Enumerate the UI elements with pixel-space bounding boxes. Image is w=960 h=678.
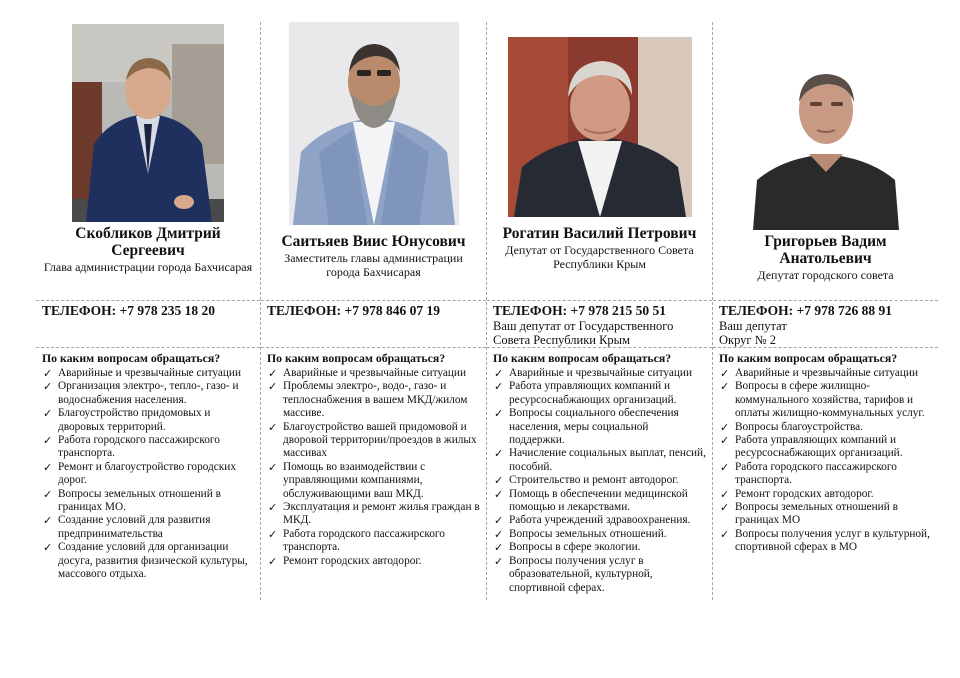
list-item-text: Вопросы в сфере экологии. <box>509 541 641 554</box>
questions-list <box>267 367 480 568</box>
person-role: Заместитель главы администрации города Бахчисарая <box>284 251 463 279</box>
phone-note: Ваш депутат Округ № 2 <box>719 319 787 347</box>
check-icon: ✓ <box>43 514 53 528</box>
list-item <box>493 367 706 380</box>
check-icon: ✓ <box>494 474 504 488</box>
phone-number: ТЕЛЕФОН: +7 978 235 18 20 <box>42 303 215 318</box>
list-item <box>42 367 254 380</box>
person-name: Саитьяев Виис Юнусович <box>281 233 466 250</box>
phone-section <box>261 300 486 348</box>
person-name: Рогатин Василий Петрович <box>502 225 697 242</box>
check-icon: ✓ <box>43 541 53 555</box>
check-icon: ✓ <box>494 541 504 555</box>
person-role: Депутат городского совета <box>757 268 894 282</box>
photo-area <box>267 22 480 225</box>
list-item <box>267 501 480 528</box>
list-item-text: Организация электро-, тепло-, газо- и водоснабжения населения. <box>58 380 239 406</box>
list-item-text: Вопросы земельных отношений. <box>509 527 667 540</box>
photo-area <box>42 22 254 225</box>
list-item-text: Аварийные и чрезвычайные ситуации <box>58 367 242 379</box>
check-icon: ✓ <box>494 367 504 380</box>
list-item <box>719 421 932 434</box>
list-item <box>493 541 706 554</box>
list-item-text: Работа городского пассажирского транспорта. <box>58 434 220 460</box>
photo-area <box>719 22 932 225</box>
check-icon: ✓ <box>268 554 278 568</box>
list-item <box>493 555 706 595</box>
list-item <box>267 461 480 501</box>
person-role: Глава администрации города Бахчисарая <box>43 260 253 274</box>
list-item-text: Благоустройство придомовых и дворовых территорий. <box>58 407 211 433</box>
list-item <box>493 474 706 487</box>
check-icon: ✓ <box>720 380 730 394</box>
phone-section <box>487 300 712 348</box>
list-item <box>719 461 932 488</box>
list-item <box>42 434 254 461</box>
person-header <box>493 225 706 300</box>
portrait-photo-skoblikov <box>72 24 224 222</box>
list-item-text: Помощь в обеспечении медицинской помощью и лекарствами. <box>509 487 688 514</box>
list-item <box>719 528 932 555</box>
list-item-text: Работа городского пассажирского транспорта. <box>735 460 897 487</box>
check-icon: ✓ <box>494 527 504 541</box>
list-item <box>267 421 480 461</box>
list-item-text: Аварийные и чрезвычайные ситуации <box>283 367 467 379</box>
person-name: Скобликов Дмитрий Сергеевич <box>75 225 221 259</box>
phone-note: Ваш депутат от Государственного Совета Республики Крым <box>493 319 674 347</box>
check-icon: ✓ <box>43 367 53 380</box>
questions-list <box>42 367 254 582</box>
photo-area <box>493 22 706 225</box>
person-header <box>719 225 932 300</box>
list-item-text: Строительство и ремонт автодорог. <box>509 474 679 487</box>
list-item <box>267 380 480 420</box>
list-item-text: Помощь во взаимодействии с управляющими компаниями, обслуживающими ваш МКД. <box>283 460 426 500</box>
list-item-text: Вопросы получения услуг в культурной, спортивной сферах в МО <box>735 527 930 554</box>
list-item-text: Аварийные и чрезвычайные ситуации <box>735 367 919 379</box>
phone-section <box>36 300 260 348</box>
list-item-text: Ремонт городских автодорог. <box>283 554 422 567</box>
list-item-text: Аварийные и чрезвычайные ситуации <box>509 367 693 379</box>
check-icon: ✓ <box>43 460 53 474</box>
check-icon: ✓ <box>720 367 730 380</box>
check-icon: ✓ <box>43 380 53 394</box>
check-icon: ✓ <box>43 487 53 501</box>
list-item-text: Вопросы получения услуг в образовательной, культурной, спортивной сферах. <box>509 554 653 594</box>
list-item <box>493 488 706 515</box>
list-item-text: Работа городского пассажирского транспорта. <box>283 527 445 554</box>
list-item-text: Ремонт городских автодорог. <box>735 487 874 500</box>
list-item <box>42 380 254 407</box>
check-icon: ✓ <box>494 447 504 461</box>
phone-number: ТЕЛЕФОН: +7 978 846 07 19 <box>267 303 440 318</box>
phone-number: ТЕЛЕФОН: +7 978 726 88 91 <box>719 303 892 318</box>
list-item <box>719 434 932 461</box>
person-header <box>42 225 254 300</box>
contact-column-rogatin <box>486 22 712 600</box>
check-icon: ✓ <box>268 501 278 515</box>
check-icon: ✓ <box>268 380 278 394</box>
contact-column-skoblikov <box>36 22 260 600</box>
list-item <box>267 367 480 380</box>
check-icon: ✓ <box>720 527 730 541</box>
questions-title: По каким вопросам обращаться? <box>42 351 221 365</box>
list-item-text: Благоустройство вашей придомовой и дворовой территории/проездов в жилых массивах <box>283 420 477 460</box>
list-item <box>42 488 254 515</box>
list-item <box>267 555 480 568</box>
list-item-text: Работа управляющих компаний и ресурсоснабжающих организаций. <box>509 380 677 406</box>
list-item <box>493 407 706 447</box>
list-item-text: Создание условий для развития предпринимательства <box>58 514 211 540</box>
questions-list <box>493 367 706 595</box>
list-item-text: Эксплуатация и ремонт жилья граждан в МКД. <box>283 501 480 527</box>
list-item-text: Работа учреждений здравоохранения. <box>509 514 691 527</box>
phone-section <box>713 300 938 348</box>
list-item-text: Вопросы социального обеспечения населения, меры социальной поддержки. <box>509 407 679 447</box>
list-item <box>493 514 706 527</box>
check-icon: ✓ <box>720 460 730 474</box>
list-item-text: Вопросы земельных отношений в границах МО. <box>58 487 221 514</box>
list-item-text: Создание условий для организации досуга, развития физической культуры, массового отдыха. <box>58 541 248 581</box>
check-icon: ✓ <box>268 420 278 434</box>
person-role: Депутат от Государственного Совета Республики Крым <box>505 243 694 271</box>
portrait-photo-saityaev <box>289 22 459 225</box>
check-icon: ✓ <box>494 407 504 421</box>
list-item <box>719 380 932 420</box>
check-icon: ✓ <box>43 407 53 421</box>
list-item-text: Работа управляющих компаний и ресурсоснабжающих организаций. <box>735 434 903 460</box>
phone-number: ТЕЛЕФОН: +7 978 215 50 51 <box>493 303 666 318</box>
list-item <box>42 514 254 541</box>
questions-list <box>719 367 932 555</box>
check-icon: ✓ <box>720 420 730 434</box>
check-icon: ✓ <box>720 501 730 515</box>
list-item <box>719 367 932 380</box>
questions-title: По каким вопросам обращаться? <box>719 351 898 365</box>
list-item-text: Вопросы в сфере жилищно-коммунального хозяйства, тарифов и оплаты жилищно-коммунальных услуг. <box>735 380 925 420</box>
contact-column-saityaev <box>260 22 486 600</box>
list-item-text: Проблемы электро-, водо-, газо- и теплоснабжения в вашем МКД/жилом массиве. <box>283 380 468 420</box>
list-item <box>42 461 254 488</box>
check-icon: ✓ <box>494 380 504 394</box>
portrait-photo-rogatin <box>508 37 692 217</box>
list-item <box>493 447 706 474</box>
contact-column-grigoryev <box>712 22 938 600</box>
list-item-text: Вопросы земельных отношений в границах МО <box>735 501 898 527</box>
list-item-text: Начисление социальных выплат, пенсий, пособий. <box>509 447 706 473</box>
check-icon: ✓ <box>43 434 53 448</box>
check-icon: ✓ <box>268 367 278 380</box>
portrait-photo-grigoryev <box>753 54 899 230</box>
check-icon: ✓ <box>720 487 730 501</box>
check-icon: ✓ <box>268 460 278 474</box>
list-item <box>42 407 254 434</box>
check-icon: ✓ <box>268 527 278 541</box>
check-icon: ✓ <box>494 554 504 568</box>
person-name: Григорьев Вадим Анатольевич <box>764 233 887 267</box>
list-item <box>493 528 706 541</box>
person-header <box>267 225 480 300</box>
list-item <box>493 380 706 407</box>
list-item <box>267 528 480 555</box>
check-icon: ✓ <box>494 487 504 501</box>
questions-title: По каким вопросам обращаться? <box>267 351 446 365</box>
list-item <box>719 488 932 501</box>
list-item <box>42 541 254 581</box>
check-icon: ✓ <box>494 514 504 528</box>
questions-title: По каким вопросам обращаться? <box>493 351 672 365</box>
list-item-text: Вопросы благоустройства. <box>735 420 863 433</box>
check-icon: ✓ <box>720 434 730 448</box>
list-item <box>719 501 932 528</box>
list-item-text: Ремонт и благоустройство городских дорог. <box>58 460 236 487</box>
